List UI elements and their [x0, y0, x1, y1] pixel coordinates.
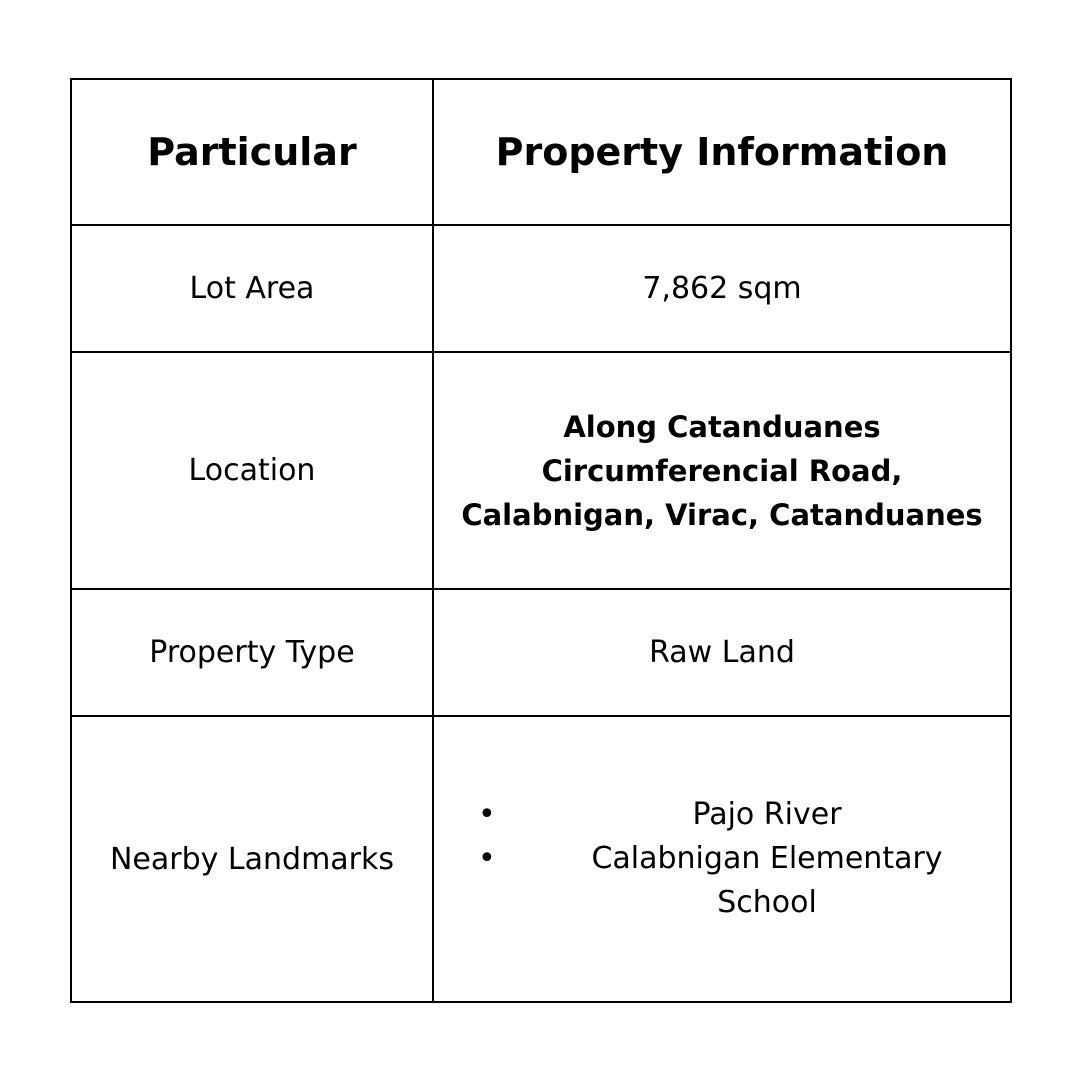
row-label-location: Location	[71, 352, 433, 589]
bullet-icon: •	[478, 841, 496, 876]
row-label-property-type: Property Type	[71, 589, 433, 716]
row-value-location: Along Catanduanes Circumferencial Road, Calabnigan, Virac, Catanduanes	[433, 352, 1011, 589]
list-item	[458, 793, 986, 837]
list-item	[458, 837, 986, 925]
header-particular: Particular	[71, 79, 433, 225]
row-value-lot-area: 7,862 sqm	[433, 225, 1011, 352]
bullet-icon: •	[478, 797, 496, 832]
table-header-row	[71, 79, 1011, 225]
row-value-property-type: Raw Land	[433, 589, 1011, 716]
landmark-label: Pajo River	[692, 797, 842, 832]
header-property-information: Property Information	[433, 79, 1011, 225]
landmark-list	[458, 793, 986, 925]
property-info-table	[70, 78, 1012, 1003]
table-row	[71, 589, 1011, 716]
table-row	[71, 225, 1011, 352]
row-value-nearby-landmarks	[433, 716, 1011, 1002]
table-row	[71, 716, 1011, 1002]
row-label-lot-area: Lot Area	[71, 225, 433, 352]
landmark-label: Calabnigan Elementary School	[591, 841, 943, 920]
row-label-nearby-landmarks: Nearby Landmarks	[71, 716, 433, 1002]
table-row	[71, 352, 1011, 589]
